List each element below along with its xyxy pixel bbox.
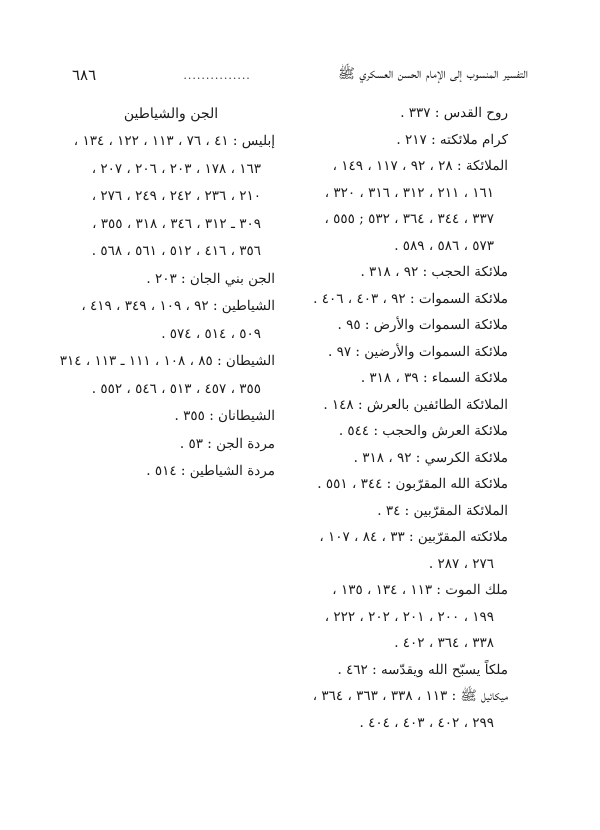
running-header: [72, 64, 528, 86]
index-entry: الشياطين : ٩٢ ، ١٠٩ ، ٣٤٩ ، ٤١٩ ،: [81, 298, 275, 314]
index-entry: روح القدس : ٣٣٧ .: [400, 105, 508, 121]
index-entry-continuation: ٣٥٥ ، ٤٥٧ ، ٥١٣ ، ٥٤٦ ، ٥٥٢ .: [91, 380, 261, 397]
index-entry: ملكاً يسبّح الله ويقدّسه : ٤٦٢ .: [337, 661, 508, 678]
index-entry-continuation: ١٩٩ ، ٢٠٠ ، ٢٠١ ، ٢٠٢ ، ٢٢٢ ،: [324, 608, 494, 625]
index-entry-continuation: ٢١٠ ، ٢٣٦ ، ٢٤٢ ، ٢٤٩ ، ٢٧٦ ،: [91, 188, 261, 204]
index-entry: ملائكة السماء : ٣٩ ، ٣١٨ .: [360, 370, 508, 386]
index-entry-continuation: ٢٩٩ ، ٤٠٢ ، ٤٠٣ ، ٤٠٤ .: [359, 714, 494, 731]
index-entry: ملائكة السموات : ٩٢ ، ٤٠٣ ، ٤٠٦ .: [313, 290, 508, 307]
index-entry-continuation: ٣٣٨ ، ٣٦٤ ، ٤٠٢ .: [394, 635, 494, 651]
index-column-angels: [278, 100, 508, 736]
index-entry: الشيطان : ٨٥ ، ١٠٨ ، ١١١ ـ ١١٣ ، ٣١٤: [59, 353, 275, 369]
index-entry: الشيطانان : ٣٥٥ .: [174, 408, 275, 424]
index-entry-continuation: ٣٠٩ ـ ٣١٢ ، ٣٤٦ ، ٣١٨ ، ٣٥٥ ،: [92, 215, 261, 232]
index-entry-continuation: ٥٠٩ ، ٥١٤ ، ٥٧٤ .: [161, 325, 261, 342]
index-entry: الجن بني الجان : ٢٠٣ .: [146, 270, 275, 287]
index-entry: مردة الجن : ٥٣ .: [179, 435, 275, 452]
index-entry: كرام ملائكته : ٢١٧ .: [396, 131, 508, 148]
index-entry-continuation: ٢٧٦ ، ٢٨٧ .: [428, 555, 494, 572]
index-entry: ملائكة الحجب : ٩٢ ، ٣١٨ .: [360, 264, 508, 280]
index-entry: الملائكة : ٢٨ ، ٩٢ ، ١١٧ ، ١٤٩ ،: [332, 158, 508, 174]
index-entry: ملائكة الله المقرّبون : ٣٤٤ ، ٥٥١ .: [317, 476, 508, 492]
index-entry-continuation: ١٦١ ، ٢١١ ، ٣١٢ ، ٣١٦ ، ٣٢٠ ،: [324, 184, 494, 201]
index-column-jinn: [59, 100, 275, 486]
index-entry-continuation: ٣٣٧ ، ٣٤٤ ، ٣٦٤ ، ٥٣٢ ; ٥٥٥ ،: [324, 211, 494, 227]
index-entry: مردة الشياطين : ٥١٤ .: [146, 463, 275, 479]
index-entry: ميكائيل ﷺ : ١١٣ ، ٣٣٨ ، ٣٦٣ ، ٣٦٤ ،: [312, 688, 508, 704]
index-entry: الملائكة الطائفين بالعرش : ١٤٨ .: [323, 396, 508, 413]
index-entry: إبليس : ٤١ ، ٧٦ ، ١١٣ ، ١٢٢ ، ١٣٤ ،: [73, 133, 275, 149]
running-title: التفسير المنسوب إلى الإمام الحسن العسكري ﷺ: [338, 66, 528, 82]
header-dots: ...............: [183, 68, 251, 82]
index-entry: ملائكته المقرّبين : ٣٣ ، ٨٤ ، ١٠٧ ،: [319, 529, 508, 545]
index-entry: ملائكة العرش والحجب : ٥٤٤ .: [338, 423, 508, 439]
index-entry-continuation: ٥٧٣ ، ٥٨٦ ، ٥٨٩ .: [394, 237, 494, 254]
index-entry: ملائكة الكرسي : ٩٢ ، ٣١٨ .: [353, 449, 508, 466]
index-entry: ملائكة السموات والأرضين : ٩٧ .: [327, 343, 508, 360]
index-entry-continuation: ٣٥٦ ، ٤١٦ ، ٥١٢ ، ٥٦١ ، ٥٦٨ .: [91, 243, 261, 259]
page-number: ٦٨٦: [72, 66, 97, 84]
index-entry: الملائكة المقرّبين : ٣٤ .: [377, 502, 508, 519]
section-heading: الجن والشياطين: [123, 106, 219, 122]
index-entry: ملك الموت : ١١٣ ، ١٣٤ ، ١٣٥ ،: [332, 582, 508, 598]
index-entry: ملائكة السموات والأرض : ٩٥ .: [337, 317, 508, 333]
index-entry-continuation: ١٦٣ ، ١٧٨ ، ٢٠٣ ، ٢٠٦ ، ٢٠٧ ،: [91, 160, 261, 177]
